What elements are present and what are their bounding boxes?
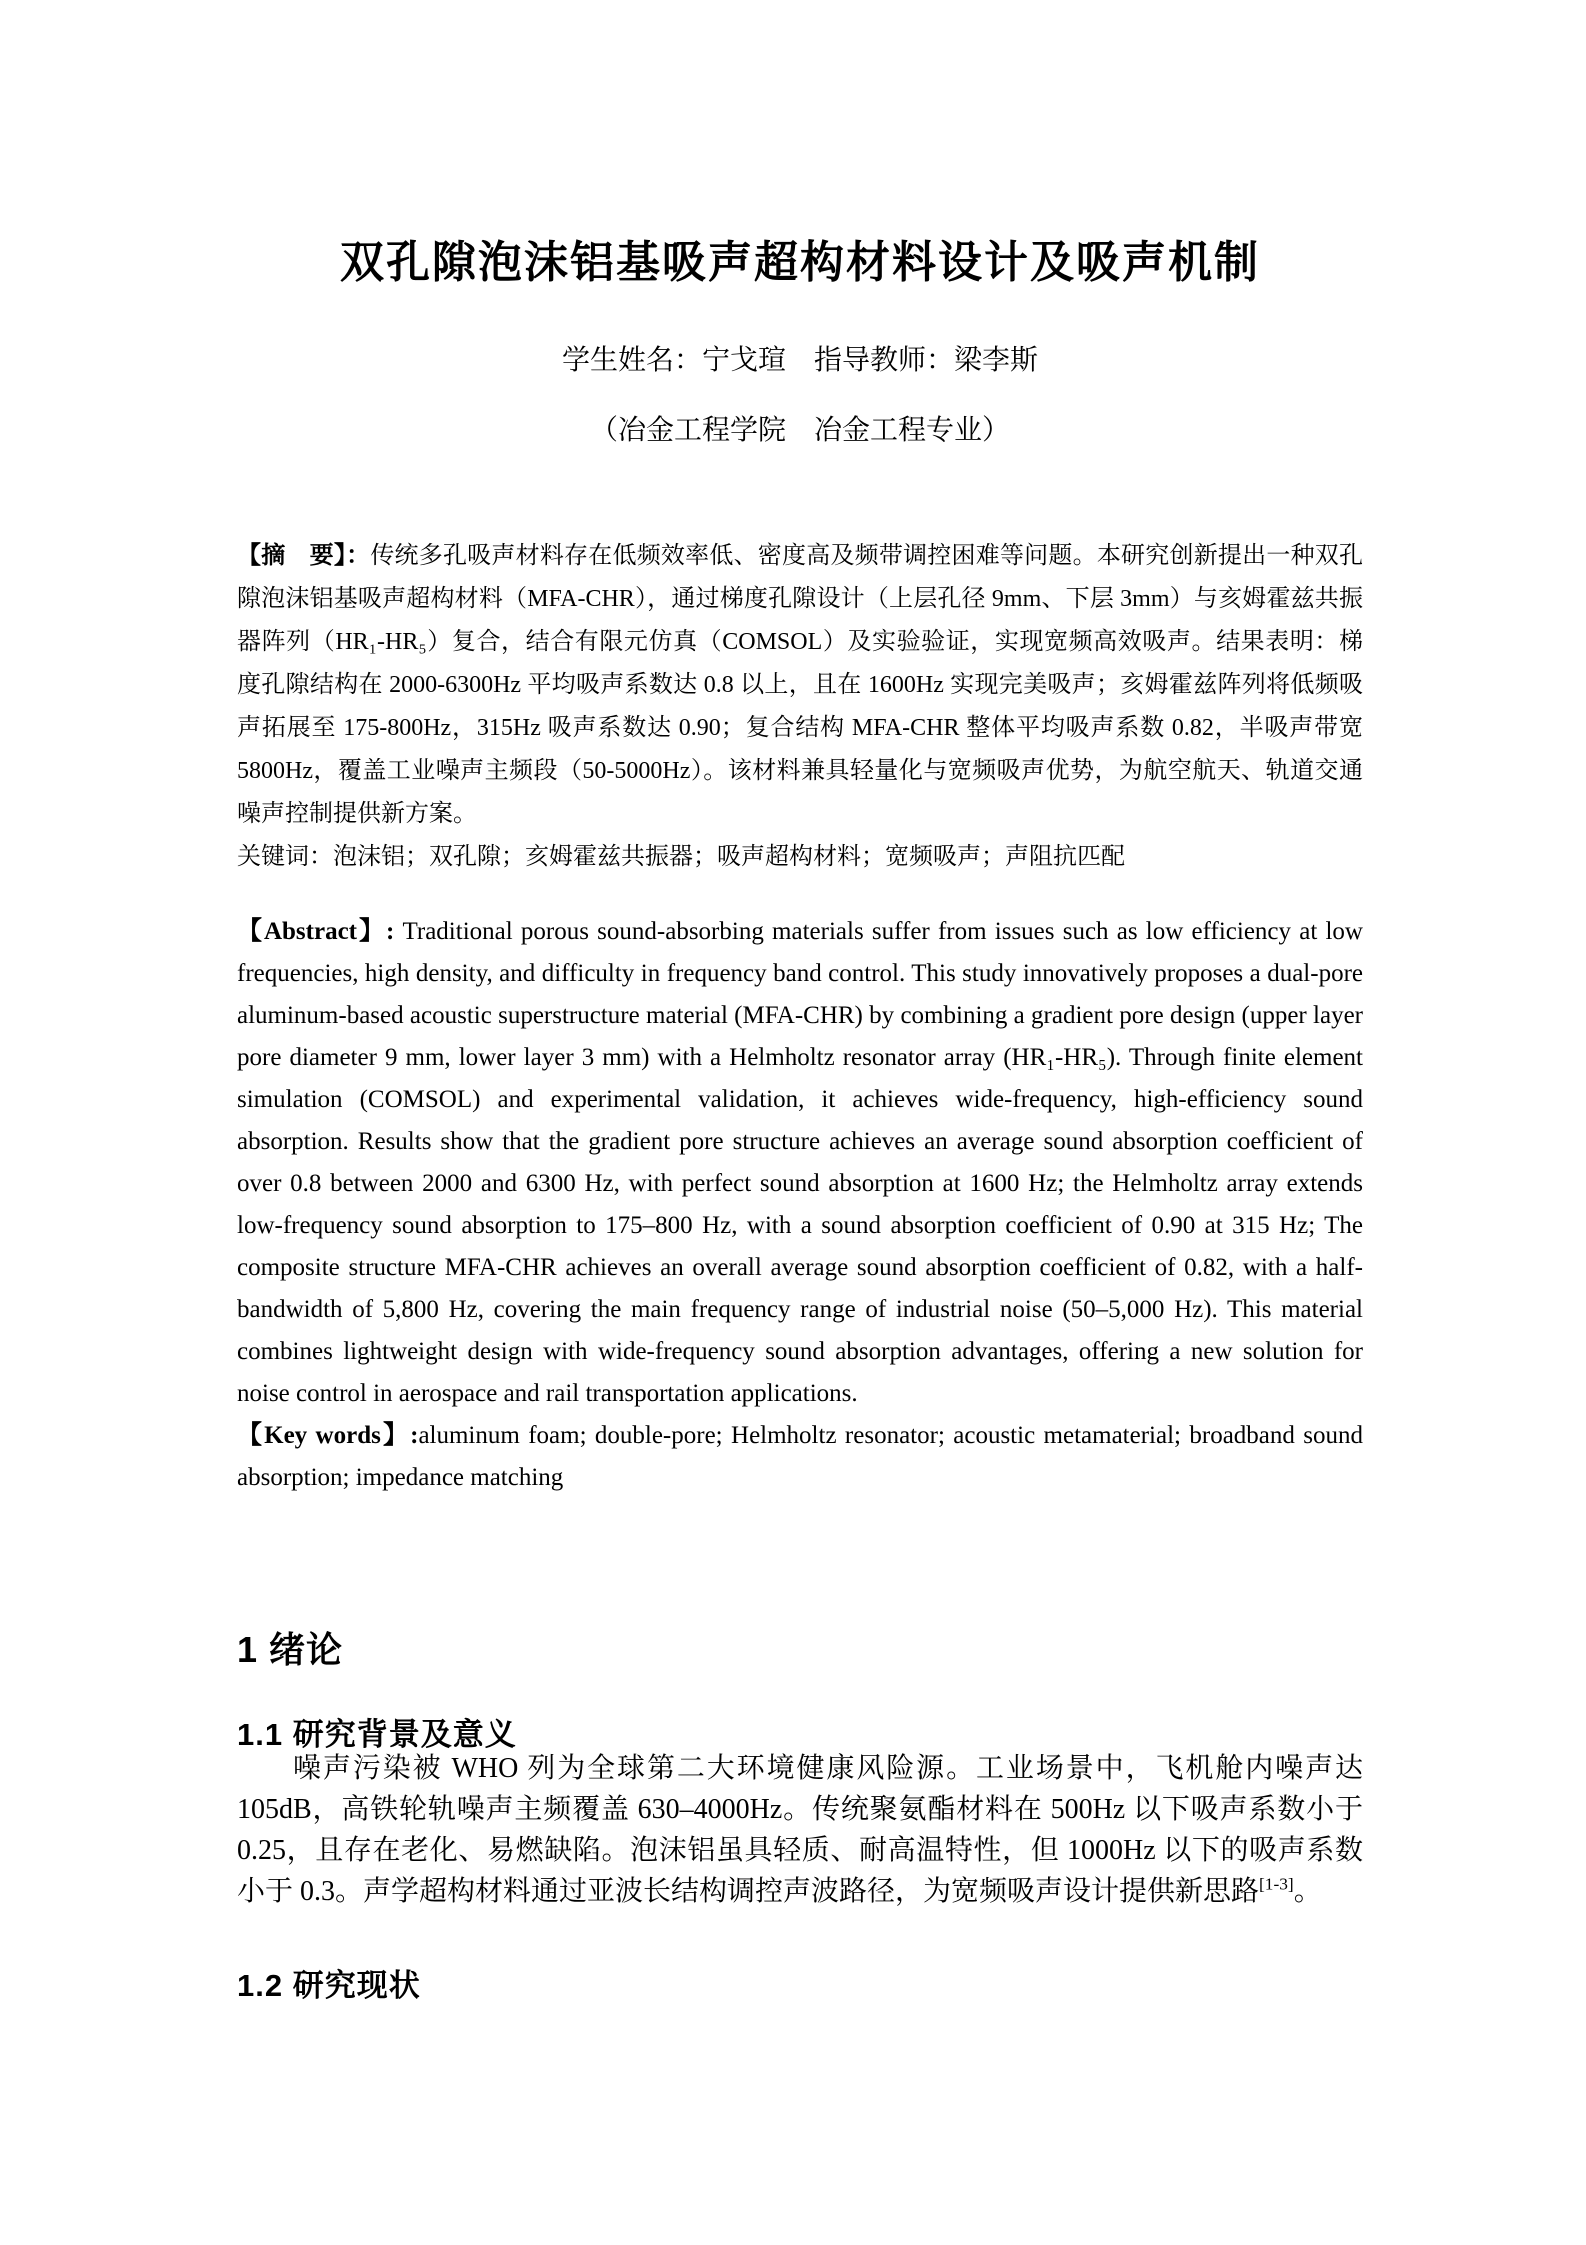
keywords-zh-line <box>237 836 1363 879</box>
keywords-en-label: 【Key words】: <box>237 1422 419 1449</box>
affiliation: （冶金工程学院 冶金工程专业） <box>589 415 1010 446</box>
abstract-zh-text: 传统多孔吸声材料存在低频效率低、密度高及频带调控困难等问题。本研究创新提出一种双孔隙泡沫铝基吸声超构材料（MFA-CHR），通过梯度孔隙设计（上层孔径 9mm、下层 3mm）与亥姆霍兹共振器阵列（HR₁-HR₅）复合，结合有限元仿真（COMSOL）及实验验证，实现宽频高效吸声。结果表明：梯度孔隙结构在 2000-6300Hz 平均吸声系数达 0.8 以上，且在 1600Hz 实现完美吸声；亥姆霍兹阵列将低频吸声拓展至 175-800Hz，315Hz 吸声系数达 0.90；复合结构 MFA-CHR 整体平均吸声系数 0.82，半吸声带宽 5800Hz，覆盖工业噪声主频段（50-5000Hz）。该材料兼具轻量化与宽频吸声优势，为航空航天、轨道交通噪声控制提供新方案。 <box>237 543 1364 827</box>
chapter-1-heading: 1 绪论 <box>237 1628 344 1670</box>
section-1-2-heading: 1.2 研究现状 <box>237 1968 421 2003</box>
intro-text: 噪声污染被 WHO 列为全球第二大环境健康风险源。工业场景中，飞机舱内噪声达 105dB，高铁轮轨噪声主频覆盖 630–4000Hz。传统聚氨酯材料在 500Hz 以下吸声系数小于 0.25，且存在老化、易燃缺陷。泡沫铝虽具轻质、耐高温特性，但 1000Hz 以下的吸声系数小于 0.3。声学超构材料通过亚波长结构调控声波路径，为宽频吸声设计提供新思路 <box>237 1753 1363 1907</box>
page-title: 双孔隙泡沫铝基吸声超构材料设计及吸声机制 <box>340 238 1260 288</box>
keywords-en-text: aluminum foam; double-pore; Helmholtz resonator; acoustic metamaterial; broadband sound absorption; impedance matching <box>237 1422 1363 1491</box>
student-name: 学生姓名：宁戈瑄 <box>561 345 786 376</box>
abstract-en <box>237 911 1363 1499</box>
abstract-en-text: Traditional porous sound-absorbing materials suffer from issues such as low efficiency at low frequencies, high density, and difficulty in frequency band control. This study innovatively proposes a dual-pore aluminum-based acoustic superstructure material (MFA-CHR) by combining a gradient pore design (upper layer pore diameter 9 mm, lower layer 3 mm) with a Helmholtz resonator array (HR₁-HR₅). Through finite element simulation (COMSOL) and experimental validation, it achieves wide-frequency, high-efficiency sound absorption. Results show that the gradient pore structure achieves an average sound absorption coefficient of over 0.8 between 2000 and 6300 Hz, with perfect sound absorption at 1600 Hz; the Helmholtz array extends low-frequency sound absorption to 175–800 Hz, with a sound absorption coefficient of 0.90 at 315 Hz; The composite structure MFA-CHR achieves an overall average sound absorption coefficient of 0.82, with a half-bandwidth of 5,800 Hz, covering the main frequency range of industrial noise (50–5,000 Hz). This material combines lightweight design with wide-frequency sound absorption advantages, offering a new solution for noise control in aerospace and rail transportation applications. <box>237 918 1363 1407</box>
keywords-zh-text: 泡沫铝；双孔隙；亥姆霍兹共振器；吸声超构材料；宽频吸声；声阻抗匹配 <box>333 844 1125 870</box>
byline <box>237 344 1363 378</box>
section-1-1-heading: 1.1 研究背景及意义 <box>237 1717 517 1752</box>
advisor-name: 指导教师：梁李斯 <box>814 345 1039 376</box>
intro-section <box>237 1748 1363 1912</box>
abstract-zh-label: 【摘 要】： <box>237 543 371 569</box>
abstract-zh <box>237 535 1363 879</box>
keywords-en-line <box>237 1415 1363 1499</box>
intro-paragraph <box>237 1748 1363 1912</box>
abstract-en-label: 【Abstract】: <box>237 918 403 945</box>
intro-text-end: 。 <box>1293 1876 1322 1907</box>
citation-ref: [1-3] <box>1259 1874 1294 1894</box>
keywords-zh-label: 关键词： <box>237 844 333 870</box>
abstract-en-paragraph <box>237 911 1363 1415</box>
abstract-zh-paragraph <box>237 535 1363 836</box>
